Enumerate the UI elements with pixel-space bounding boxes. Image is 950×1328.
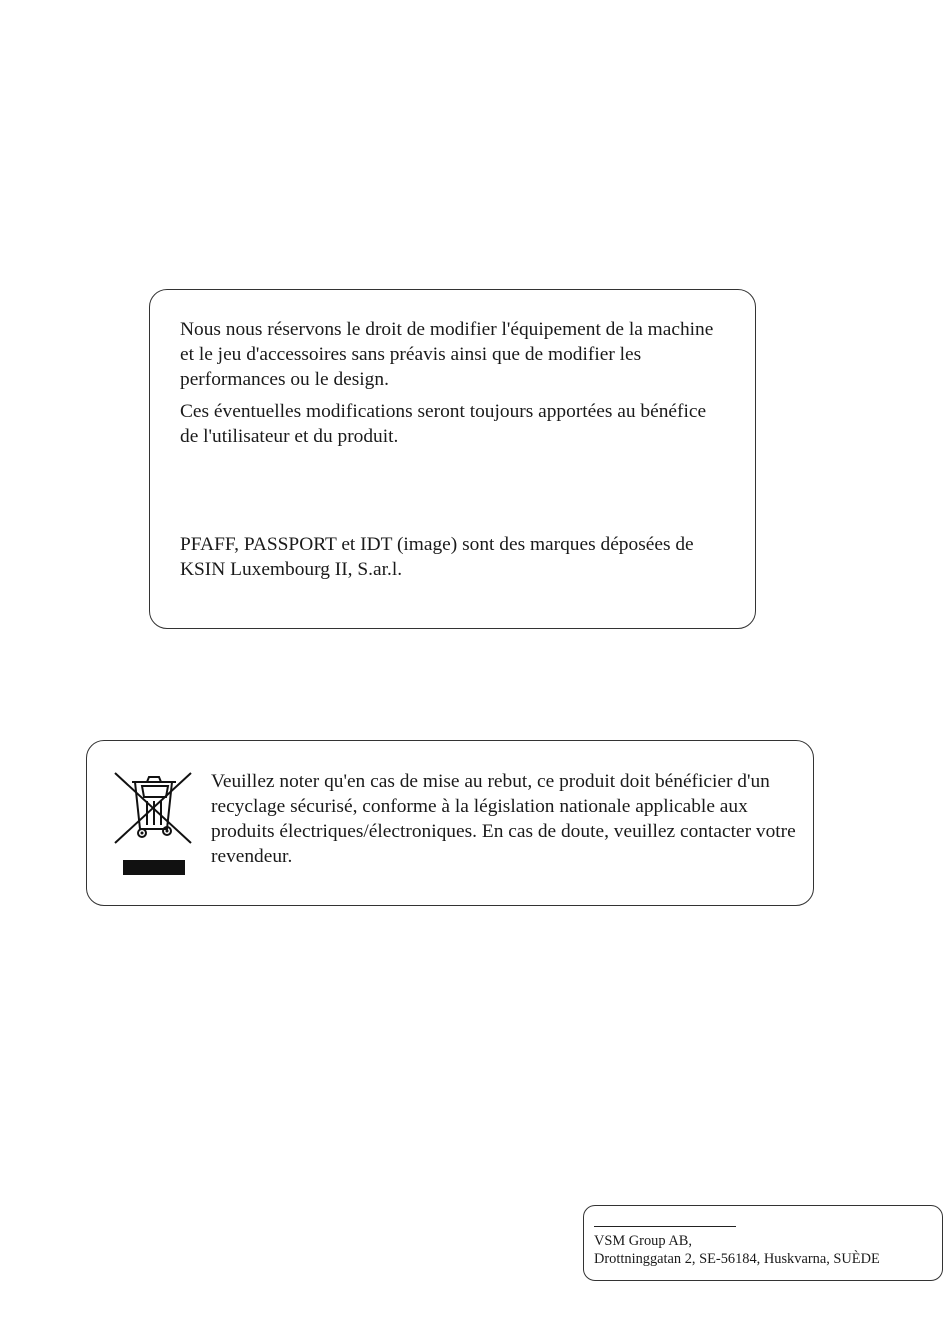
company-name: VSM Group AB,: [594, 1233, 692, 1249]
recycling-box: [86, 740, 814, 906]
recycling-notice-text: Veuillez noter qu'en cas de mise au rebut, ce produit doit bénéficier d'un recyclage sécurisé, conforme à la législation nationale applicable aux produits électriques/électroniques. En cas de doute, veuillez contacter votre revendeur.: [211, 771, 796, 867]
address-box: [583, 1205, 943, 1281]
notice-box: [149, 289, 756, 629]
notice-paragraph-benefit: Ces éventuelles modifications seront toujours apportées au bénéfice de l'utilisateur et du produit.: [180, 401, 707, 447]
weee-crossed-bin-icon: [111, 769, 195, 881]
address-divider: [594, 1226, 736, 1227]
company-street-address: Drottninggatan 2, SE-56184, Huskvarna, SUÈDE: [594, 1251, 880, 1267]
notice-trademark: PFAFF, PASSPORT et IDT (image) sont des marques déposées de KSIN Luxembourg II, S.ar.l.: [180, 534, 694, 580]
notice-paragraph-modifications: Nous nous réservons le droit de modifier l'équipement de la machine et le jeu d'accessoires sans préavis ainsi que de modifier les performances ou le design.: [180, 319, 714, 390]
